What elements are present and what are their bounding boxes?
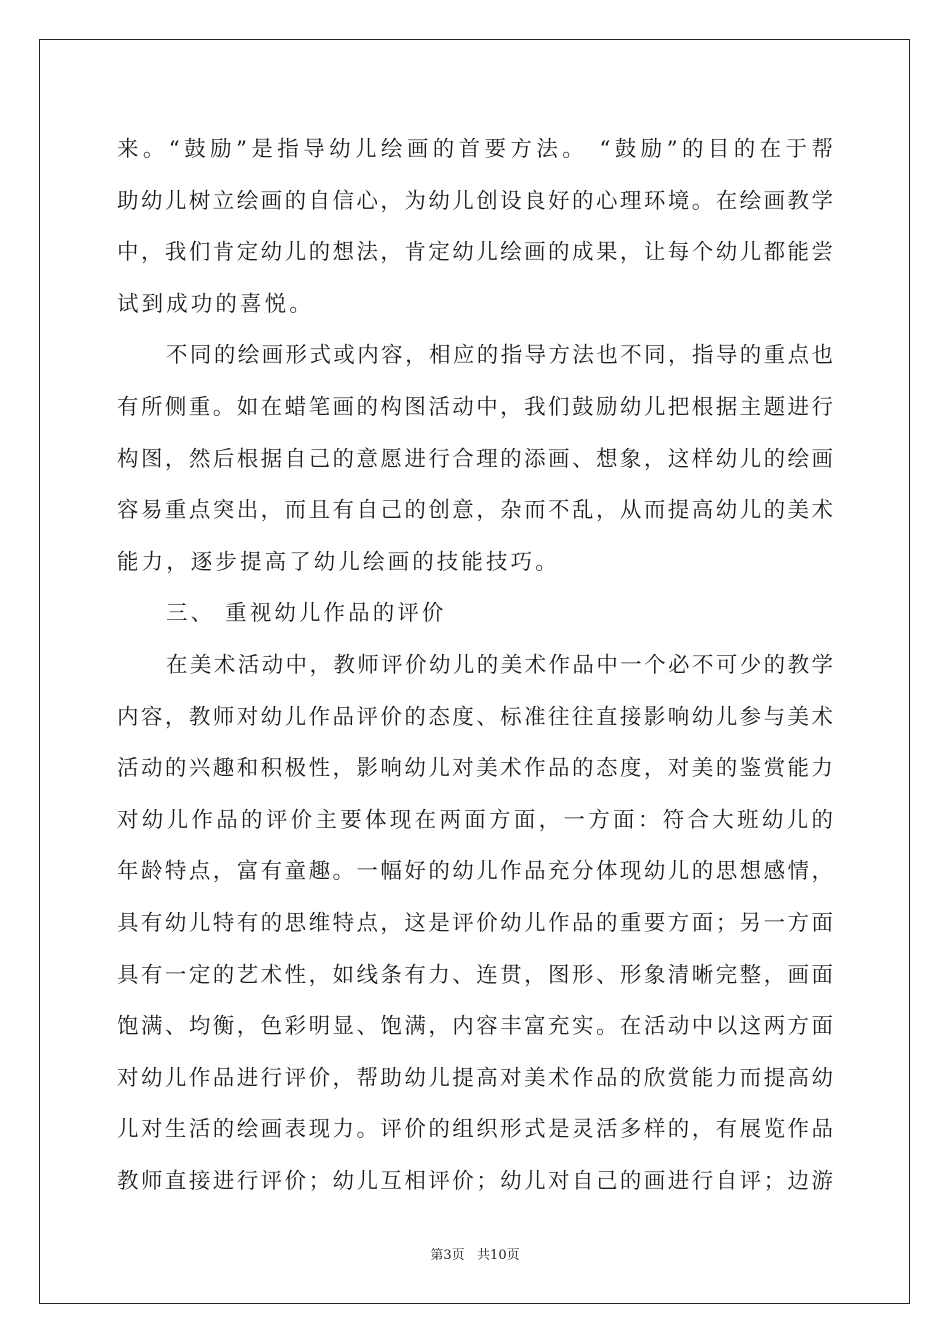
document-body xyxy=(117,128,833,1211)
text-line: 助幼儿树立绘画的自信心，为幼儿创设良好的心理环境。在绘画教学 xyxy=(117,188,833,214)
text-line: 具有一定的艺术性，如线条有力、连贯，图形、形象清晰完整，画面 xyxy=(117,962,833,988)
text-line: 具有幼儿特有的思维特点，这是评价幼儿作品的重要方面；另一方面 xyxy=(117,910,833,936)
text-line: 对幼儿作品的评价主要体现在两面方面，一方面：符合大班幼儿的 xyxy=(117,807,833,833)
text-line: 儿对生活的绘画表现力。评价的组织形式是灵活多样的，有展览作品 xyxy=(117,1117,833,1143)
text-line: 教师直接进行评价；幼儿互相评价；幼儿对自己的画进行自评；边游 xyxy=(117,1168,833,1194)
text-line: 活动的兴趣和积极性，影响幼儿对美术作品的态度，对美的鉴赏能力 xyxy=(117,756,833,782)
text-line: 试到成功的喜悦。 xyxy=(117,291,314,317)
text-line: 来。“鼓励”是指导幼儿绘画的首要方法。 “鼓励”的目的在于帮 xyxy=(117,137,833,162)
text-line: 中，我们肯定幼儿的想法，肯定幼儿绘画的成果，让每个幼儿都能尝 xyxy=(117,240,833,266)
text-line: 能力，逐步提高了幼儿绘画的技能技巧。 xyxy=(117,549,560,575)
text-line: 饱满、均衡，色彩明显、饱满，内容丰富充实。在活动中以这两方面 xyxy=(117,1014,833,1040)
text-line: 内容，教师对幼儿作品评价的态度、标准往往直接影响幼儿参与美术 xyxy=(117,704,833,730)
text-line: 对幼儿作品进行评价，帮助幼儿提高对美术作品的欣赏能力而提高幼 xyxy=(117,1065,833,1091)
text-line: 容易重点突出，而且有自己的创意，杂而不乱，从而提高幼儿的美术 xyxy=(117,498,833,524)
page-number-footer: 第3页 共10页 xyxy=(430,1248,520,1263)
text-line: 在美术活动中，教师评价幼儿的美术作品中一个必不可少的教学 xyxy=(166,652,833,678)
text-line: 不同的绘画形式或内容，相应的指导方法也不同，指导的重点也 xyxy=(166,343,833,369)
text-line: 构图，然后根据自己的意愿进行合理的添画、想象，这样幼儿的绘画 xyxy=(117,446,833,472)
text-line: 有所侧重。如在蜡笔画的构图活动中，我们鼓励幼儿把根据主题进行 xyxy=(117,394,833,420)
text-line: 年龄特点，富有童趣。一幅好的幼儿作品充分体现幼儿的思想感情， xyxy=(117,859,833,885)
text-line: 三、 重视幼儿作品的评价 xyxy=(166,601,447,627)
